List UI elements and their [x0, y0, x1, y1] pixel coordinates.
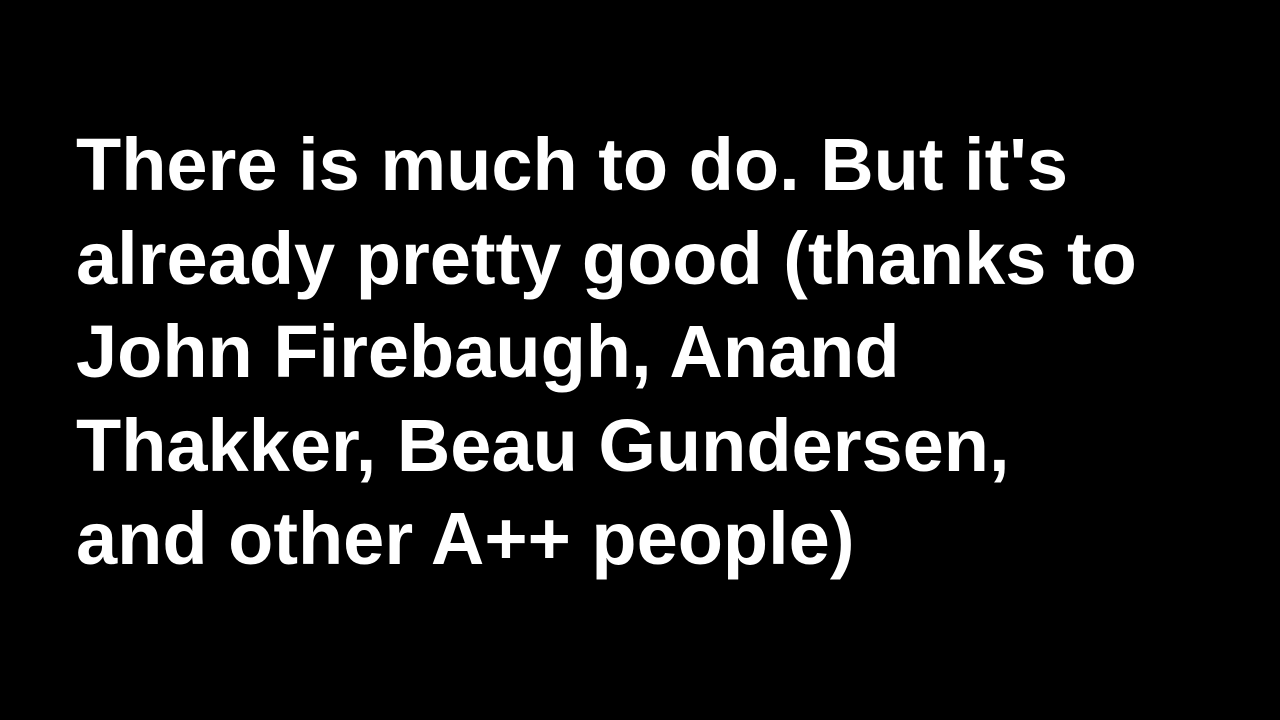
- slide-text-line-2: already pretty good (thanks to: [76, 216, 1137, 300]
- slide-text-line-1: There is much to do. But it's: [76, 123, 1068, 206]
- slide-text-line-3: John Firebaugh, Anand: [76, 310, 900, 393]
- slide-text-line-5: and other A++ people): [76, 497, 855, 580]
- slide-body-text: [76, 118, 1246, 586]
- slide-text-line-4: Thakker, Beau Gundersen,: [76, 403, 1010, 487]
